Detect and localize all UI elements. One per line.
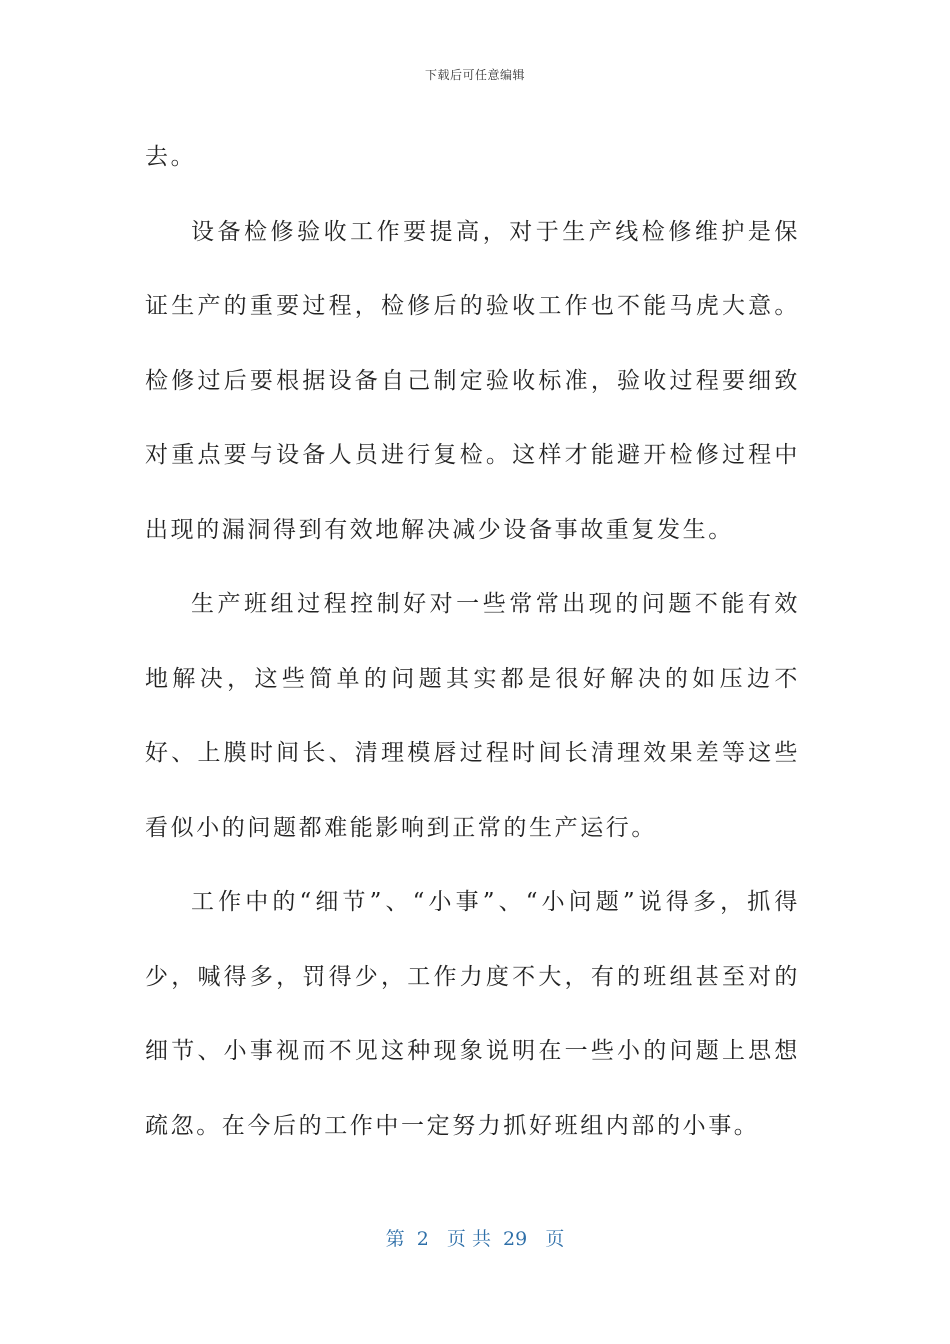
paragraph-equipment-inspection: 设备检修验收工作要提高，对于生产线检修维护是保证生产的重要过程，检修后的验收工作也不能马虎大意。检修过后要根据设备自己制定验收标准，验收过程要细致对重点要与设备人员进行复检。这样才能避开检修过程中出现的漏洞得到有效地解决减少设备事故重复发生。 [145, 218, 800, 543]
paragraph-continuation: 去。 [145, 144, 197, 170]
paragraph-details: 工作中的“细节”、“小事”、“小问题”说得多，抓得少，喊得多，罚得少，工作力度不大，有的班组甚至对的细节、小事视而不见这种现象说明在一些小的问题上思想疏忽。在今后的工作中一定努力抓好班组内部的小事。 [145, 889, 800, 1139]
document-body [145, 120, 800, 1163]
paragraph-process-control: 生产班组过程控制好对一些常常出现的问题不能有效地解决，这些简单的问题其实都是很好解决的如压边不好、上膜时间长、清理模唇过程时间长清理效果差等这些看似小的问题都难能影响到正常的生产运行。 [145, 591, 800, 841]
header-note: 下载后可任意编辑 [424, 68, 525, 82]
page-number-footer: 第 2 页 共 29 页 [385, 1228, 565, 1250]
